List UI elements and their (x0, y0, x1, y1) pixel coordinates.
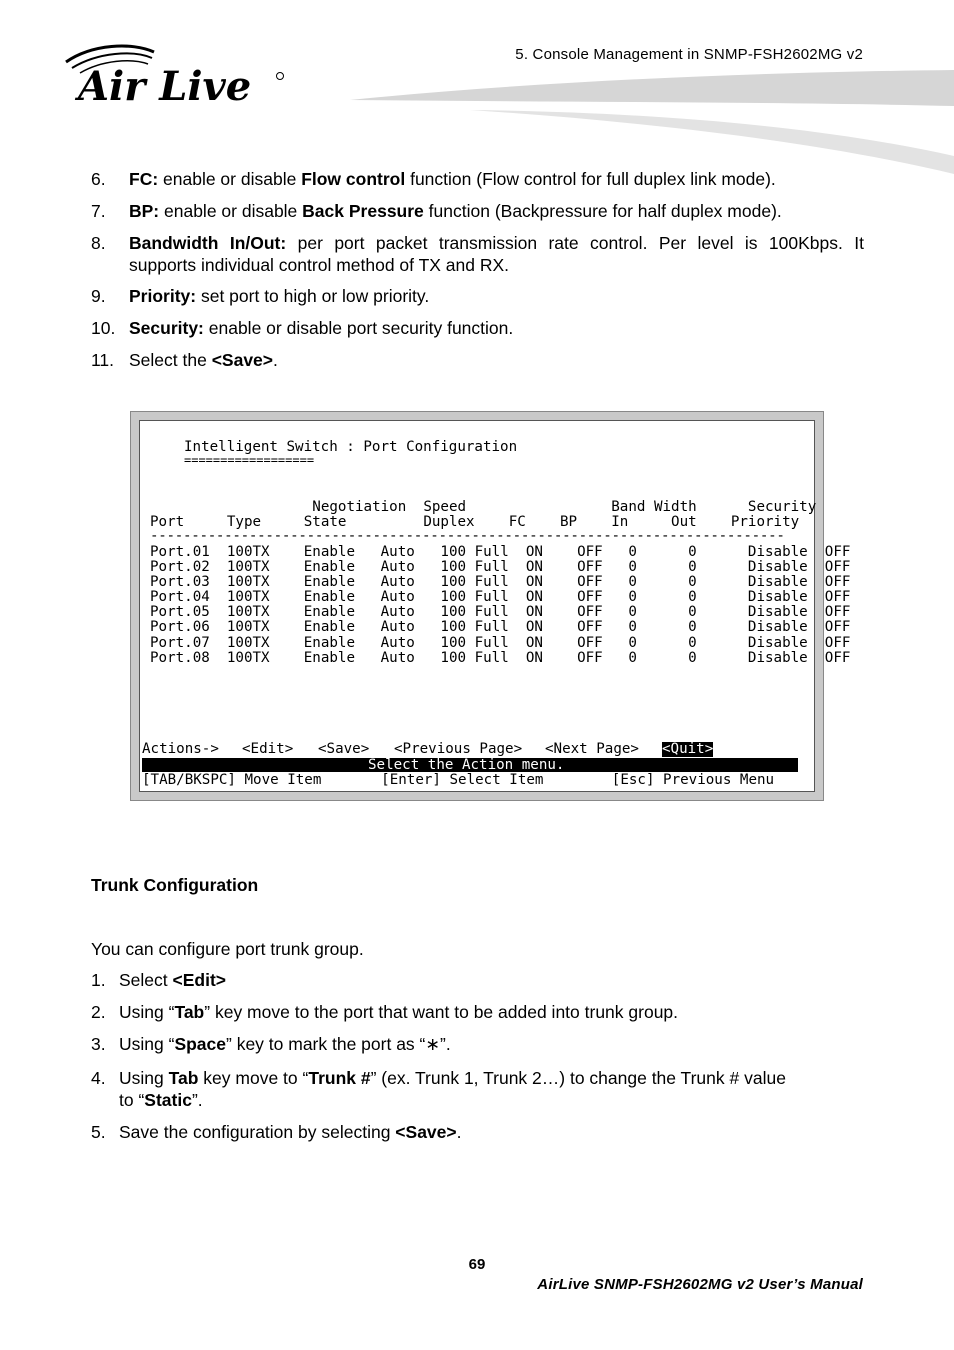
list-number: 4. (91, 1068, 106, 1088)
text: Select (119, 970, 173, 990)
header-swoosh-graphic (350, 66, 954, 176)
list-item (91, 349, 871, 373)
list-item (91, 285, 871, 309)
term-label: FC: (129, 169, 159, 189)
text: ” key to mark the port as “∗”. (226, 1034, 451, 1054)
list-item (91, 317, 871, 341)
term-label: <Edit> (172, 970, 226, 990)
terminal-title: Intelligent Switch : Port Configuration (184, 439, 518, 455)
intro-text: You can configure port trunk group. (91, 939, 364, 959)
previous-page-action[interactable]: <Previous Page> (394, 741, 523, 757)
text: enable or disable (158, 169, 302, 189)
table-row: Port.05 100TX Enable Auto 100 Full ON OFF 0 0 Disable OFF (150, 604, 851, 620)
text: Save the configuration by selecting (119, 1122, 396, 1142)
actions-label: Actions-> (142, 741, 219, 757)
term-label: Trunk # (308, 1068, 371, 1088)
text: . (273, 350, 278, 370)
list-number: 10. (91, 318, 116, 338)
term-label: Space (174, 1034, 226, 1054)
terminal-screen (139, 420, 851, 792)
text: per port packet transmission rate control. Per level is 100Kbps. It (286, 233, 864, 253)
svg-text:Air Live: Air Live (78, 63, 252, 110)
edit-action[interactable]: <Edit> (242, 741, 294, 757)
table-header-row-1: Negotiation Speed Band Width Security (150, 499, 817, 515)
status-message: Select the Action menu. (368, 757, 565, 773)
table-header-row-2: Port Type State Duplex FC BP In Out Priority (150, 514, 800, 530)
table-row: Port.01 100TX Enable Auto 100 Full ON OFF 0 0 Disable OFF (150, 544, 851, 560)
table-row: Port.03 100TX Enable Auto 100 Full ON OFF 0 0 Disable OFF (150, 574, 851, 590)
table-row: Port.08 100TX Enable Auto 100 Full ON OFF 0 0 Disable OFF (150, 650, 851, 666)
list-number: 8. (91, 233, 106, 253)
help-bar: [TAB/BKSPC] Move Item [Enter] Select Item [Esc] Previous Menu (142, 772, 775, 788)
text: enable or disable (159, 201, 303, 221)
next-page-action[interactable]: <Next Page> (545, 741, 639, 757)
table-row: Port.02 100TX Enable Auto 100 Full ON OFF 0 0 Disable OFF (150, 559, 851, 575)
list-number: 9. (91, 286, 106, 306)
list-item (91, 232, 871, 278)
manual-title: AirLive SNMP-FSH2602MG v2 User’s Manual (537, 1276, 863, 1293)
terminal-screenshot-frame (130, 411, 851, 801)
list-item (91, 969, 871, 993)
list-item (91, 1067, 871, 1113)
text: Select the (129, 350, 212, 370)
text: ” key move to the port that want to be added into trunk group. (204, 1002, 679, 1022)
term-label: Bandwidth In/Out: (129, 233, 287, 253)
list-number: 5. (91, 1122, 106, 1142)
list-number: 6. (91, 169, 106, 189)
text: . (456, 1122, 462, 1142)
text: Using “ (119, 1002, 175, 1022)
text: supports individual control method of TX and RX. (129, 255, 510, 275)
term-label: Static (144, 1090, 192, 1110)
term-label: <Save> (395, 1122, 457, 1142)
text: function (Flow control for full duplex link mode). (405, 169, 776, 189)
quit-action[interactable]: <Quit> (662, 741, 714, 757)
list-item (91, 168, 871, 192)
list-number: 2. (91, 1002, 106, 1022)
table-row: Port.07 100TX Enable Auto 100 Full ON OFF 0 0 Disable OFF (150, 635, 851, 651)
terminal-title-underline: ================== (184, 453, 315, 467)
term-label: Priority: (129, 286, 197, 306)
list-item (91, 1121, 871, 1145)
term-label: Security: (129, 318, 204, 338)
text: ” (ex. Trunk 1, Trunk 2…) to change the Trunk # value (370, 1068, 786, 1088)
list-item (91, 200, 871, 224)
term-label: Flow control (301, 169, 406, 189)
airlive-logo (62, 40, 292, 110)
chapter-heading: 5. Console Management in SNMP-FSH2602MG v2 (515, 46, 863, 63)
term-label: BP: (129, 201, 160, 221)
term-label: <Save> (211, 350, 274, 370)
text: function (Backpressure for half duplex mode). (423, 201, 782, 221)
save-action[interactable]: <Save> (318, 741, 370, 757)
text: set port to high or low priority. (196, 286, 430, 306)
list-number: 11. (91, 350, 115, 370)
term-label: Tab (168, 1068, 199, 1088)
text: Using “ (119, 1034, 175, 1054)
text: Using (119, 1068, 169, 1088)
term-label: Tab (174, 1002, 205, 1022)
list-number: 7. (91, 201, 106, 221)
text: to “ (119, 1090, 145, 1110)
text: enable or disable port security function. (203, 318, 514, 338)
section-title: Trunk Configuration (91, 875, 259, 895)
term-label: Back Pressure (302, 201, 424, 221)
text: key move to “ (198, 1068, 309, 1088)
table-row: Port.06 100TX Enable Auto 100 Full ON OFF 0 0 Disable OFF (150, 619, 851, 635)
text: ”. (191, 1090, 203, 1110)
list-item (91, 1001, 871, 1025)
list-number: 1. (91, 970, 106, 990)
table-divider: ----------------------------------------------------------------------------- (150, 528, 785, 544)
page-number: 69 (468, 1256, 486, 1273)
list-item (91, 1033, 871, 1057)
table-row: Port.04 100TX Enable Auto 100 Full ON OFF 0 0 Disable OFF (150, 589, 851, 605)
list-number: 3. (91, 1034, 106, 1054)
